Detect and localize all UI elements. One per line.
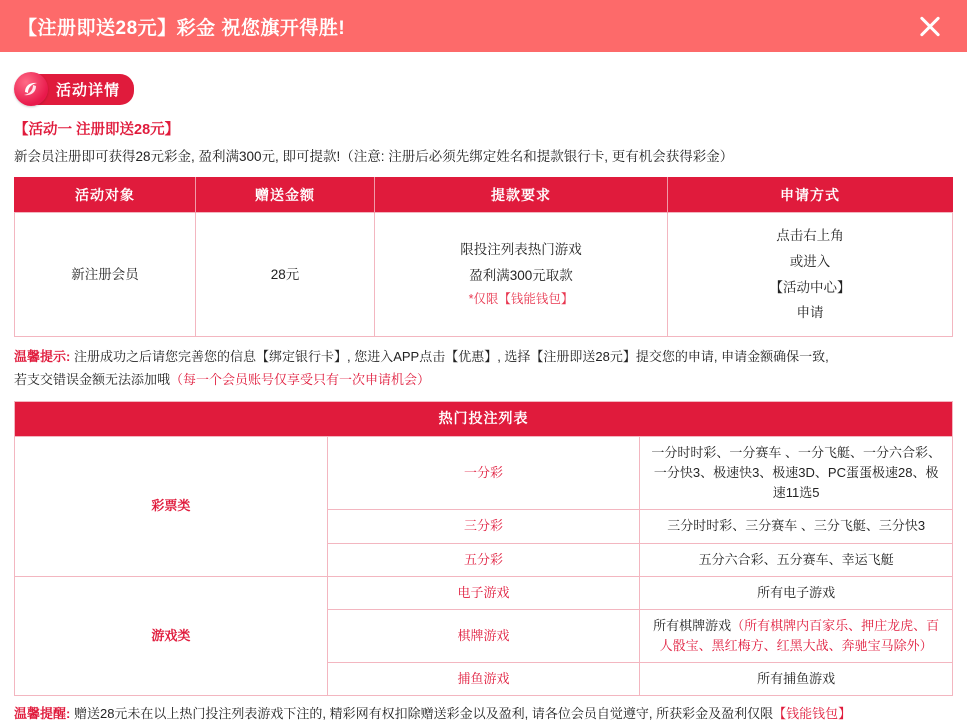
- table-row: [15, 576, 953, 609]
- promo-content: [0, 52, 967, 725]
- game-name: 电子游戏: [327, 576, 640, 609]
- requirement-note: *仅限【钱能钱包】: [468, 292, 574, 307]
- table-row: [15, 437, 953, 510]
- activity-table: [14, 177, 953, 337]
- cell-amount: 28元: [196, 213, 375, 337]
- game-name: 三分彩: [327, 510, 640, 543]
- tips-paragraph: [14, 346, 953, 392]
- game-desc: 所有电子游戏: [640, 576, 953, 609]
- apply-line-3: 【活动中心】: [769, 279, 851, 295]
- hot-bet-list-table: [14, 401, 953, 696]
- game-desc: 所有捕鱼游戏: [640, 663, 953, 696]
- apply-line-1: 点击右上角: [776, 228, 844, 244]
- game-desc: 三分时时彩、三分赛车 、三分飞艇、三分快3: [640, 510, 953, 543]
- tips-warning: （每一个会员账号仅享受只有一次申请机会）: [170, 371, 431, 387]
- cell-apply: [668, 213, 953, 337]
- apply-line-4: 申请: [796, 305, 824, 321]
- banner-title: 【注册即送28元】彩金 祝您旗开得胜!: [18, 17, 346, 39]
- detail-tag-row: [14, 72, 953, 106]
- game-desc-mixed: [640, 609, 953, 662]
- game-desc: 一分时时彩、一分赛车 、一分飞艇、一分六合彩、一分快3、极速快3、极速3D、PC蛋蛋极速28、极速11选5: [640, 437, 953, 510]
- footer-tip: [14, 704, 953, 725]
- col-target: 活动对象: [15, 178, 196, 213]
- cell-target: 新注册会员: [15, 213, 196, 337]
- game-desc: 五分六合彩、五分赛车、幸运飞艇: [640, 543, 953, 576]
- requirement-line-2: 盈利满300元取款: [469, 267, 573, 283]
- tips-text: 注册成功之后请您完善您的信息【绑定银行卡】, 您进入APP点击【优惠】, 选择【注册即送28元】提交您的申请, 申请金额确保一致,: [73, 348, 829, 364]
- game-name: 棋牌游戏: [327, 609, 640, 662]
- table-row: [15, 213, 953, 337]
- brand-logo-icon: [14, 72, 48, 106]
- cell-requirement: [375, 213, 668, 337]
- promo-banner: [0, 0, 967, 52]
- footer-tip-highlight: 【钱能钱包】: [773, 706, 852, 722]
- detail-tag-label: 活动详情: [34, 74, 134, 105]
- requirement-line-1: 限投注列表热门游戏: [460, 242, 582, 258]
- game-desc-exclusions: （所有棋牌内百家乐、押庄龙虎、百人骰宝、黑红梅方、红黑大战、奔驰宝马除外）: [659, 617, 940, 653]
- col-requirement: 提款要求: [375, 178, 668, 213]
- close-icon[interactable]: [915, 11, 945, 41]
- tips-lead: 温馨提示:: [14, 348, 71, 364]
- category-lottery: 彩票类: [15, 437, 328, 577]
- category-game: 游戏类: [15, 576, 328, 696]
- hot-bet-list-caption: 热门投注列表: [15, 402, 953, 437]
- section-heading: 【活动一 注册即送28元】: [14, 122, 180, 138]
- table-header-row: [15, 178, 953, 213]
- col-amount: 赠送金额: [196, 178, 375, 213]
- game-name: 一分彩: [327, 437, 640, 510]
- game-desc: 所有棋牌游戏: [653, 617, 732, 633]
- table-caption-row: [15, 402, 953, 437]
- footer-tip-text: 赠送28元未在以上热门投注列表游戏下注的, 精彩网有权扣除赠送彩金以及盈利, 请各位会员自觉遵守, 所获彩金及盈利仅限: [73, 706, 774, 722]
- tips-text-2: 若支交错误金额无法添加哦: [14, 371, 171, 387]
- game-name: 捕鱼游戏: [327, 663, 640, 696]
- col-apply: 申请方式: [668, 178, 953, 213]
- footer-tip-lead: 温馨提醒:: [14, 706, 71, 722]
- section-description: 新会员注册即可获得28元彩金, 盈利满300元, 即可提款!（注意: 注册后必须先绑定姓名和提款银行卡, 更有机会获得彩金）: [14, 149, 734, 164]
- apply-line-2: 或进入: [789, 253, 831, 269]
- game-name: 五分彩: [327, 543, 640, 576]
